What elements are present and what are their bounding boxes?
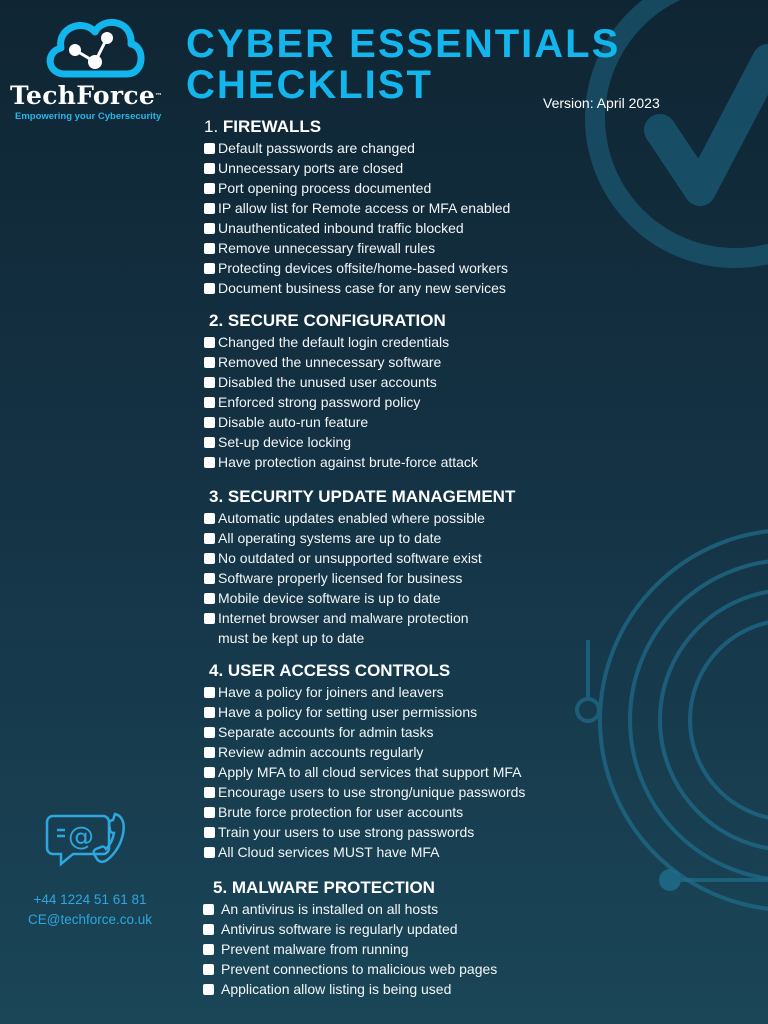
checkbox[interactable] bbox=[204, 593, 215, 604]
checklist-item bbox=[204, 702, 525, 722]
checklist-item bbox=[204, 682, 525, 702]
checklist-item bbox=[204, 802, 525, 822]
checkbox[interactable] bbox=[203, 944, 214, 955]
checklist-item bbox=[203, 979, 497, 999]
checklist-item bbox=[204, 842, 525, 862]
checklist-item bbox=[204, 138, 510, 158]
checkbox[interactable] bbox=[204, 747, 215, 758]
checklist-item-label: Enforced strong password policy bbox=[218, 394, 421, 410]
checklist-item-label: Unauthenticated inbound traffic blocked bbox=[218, 220, 464, 236]
checklist-item-label: Automatic updates enabled where possible bbox=[218, 510, 485, 526]
section-heading: 2. SECURE CONFIGURATION bbox=[209, 311, 446, 330]
checklist-item-label: Changed the default login credentials bbox=[218, 334, 450, 350]
checklist-item-label: Remove unnecessary firewall rules bbox=[218, 240, 436, 256]
checkbox[interactable] bbox=[204, 183, 215, 194]
checklist-item bbox=[204, 392, 478, 412]
checkbox[interactable] bbox=[204, 807, 215, 818]
checklist bbox=[204, 138, 510, 298]
checklist-item-label: Disable auto-run feature bbox=[218, 414, 369, 430]
checklist-item bbox=[204, 278, 510, 298]
checkbox[interactable] bbox=[204, 827, 215, 838]
checklist-item-label: An antivirus is installed on all hosts bbox=[221, 901, 439, 917]
checkbox[interactable] bbox=[204, 533, 215, 544]
checklist-item bbox=[204, 238, 510, 258]
checklist-item bbox=[204, 568, 515, 588]
checkbox[interactable] bbox=[203, 924, 214, 935]
checklist-item-label: Software properly licensed for business bbox=[218, 570, 463, 586]
checkbox[interactable] bbox=[204, 143, 215, 154]
contact-info bbox=[10, 808, 170, 930]
checklist-item-label: Apply MFA to all cloud services that support MFA bbox=[218, 764, 522, 780]
checkbox[interactable] bbox=[204, 553, 215, 564]
section-heading: 3. SECURITY UPDATE MANAGEMENT bbox=[209, 487, 516, 506]
checkbox[interactable] bbox=[204, 223, 215, 234]
checklist-item-label: Brute force protection for user accounts bbox=[218, 804, 464, 820]
checkbox[interactable] bbox=[204, 727, 215, 738]
cloud-network-icon bbox=[45, 12, 145, 82]
checkbox[interactable] bbox=[204, 263, 215, 274]
checkbox[interactable] bbox=[204, 613, 215, 624]
checkbox[interactable] bbox=[204, 243, 215, 254]
checkbox[interactable] bbox=[204, 573, 215, 584]
checklist-item-label: No outdated or unsupported software exist bbox=[218, 550, 482, 566]
checklist-item-label: IP allow list for Remote access or MFA enabled bbox=[218, 200, 511, 216]
checkbox[interactable] bbox=[204, 163, 215, 174]
checklist-item bbox=[203, 899, 497, 919]
checklist-item bbox=[204, 198, 510, 218]
checkbox[interactable] bbox=[204, 417, 215, 428]
checklist-item bbox=[204, 352, 478, 372]
checklist-item bbox=[204, 158, 510, 178]
checklist-item-label: Separate accounts for admin tasks bbox=[218, 724, 434, 740]
checkbox[interactable] bbox=[204, 707, 215, 718]
checklist-item bbox=[204, 608, 515, 648]
checklist-item bbox=[204, 548, 515, 568]
checklist-item-label: Default passwords are changed bbox=[218, 140, 415, 156]
checklist bbox=[204, 682, 525, 862]
svg-text:@: @ bbox=[68, 822, 94, 852]
checklist-item-label: Have a policy for joiners and leavers bbox=[218, 684, 444, 700]
checklist bbox=[204, 508, 515, 648]
checklist-item-label: Encourage users to use strong/unique passwords bbox=[218, 784, 526, 800]
checklist-item-label: Have protection against brute-force attack bbox=[218, 454, 478, 470]
section-security-update-management bbox=[204, 487, 515, 648]
checklist-item-label: Protecting devices offsite/home-based workers bbox=[218, 260, 508, 276]
checklist-item bbox=[204, 372, 478, 392]
checkbox[interactable] bbox=[204, 847, 215, 858]
checklist-item bbox=[204, 432, 478, 452]
checkbox[interactable] bbox=[203, 904, 214, 915]
section-user-access-controls bbox=[204, 661, 525, 862]
section-malware-protection bbox=[203, 878, 497, 999]
contact-email[interactable]: CE@techforce.co.uk bbox=[27, 912, 152, 927]
checklist-item bbox=[204, 332, 478, 352]
checklist-item-label: Mobile device software is up to date bbox=[218, 590, 441, 606]
checklist-item-label: Review admin accounts regularly bbox=[218, 744, 424, 760]
checkmark-watermark-icon bbox=[595, 0, 768, 258]
checklist-item bbox=[204, 588, 515, 608]
checklist-item-label: Prevent malware from running bbox=[221, 941, 409, 957]
checklist-item bbox=[203, 939, 497, 959]
checklist-item bbox=[204, 218, 510, 238]
checkbox[interactable] bbox=[204, 787, 215, 798]
checklist-item bbox=[203, 919, 497, 939]
checkbox[interactable] bbox=[204, 377, 215, 388]
checkbox[interactable] bbox=[204, 513, 215, 524]
checklist-item bbox=[204, 452, 478, 472]
checklist-item bbox=[204, 178, 510, 198]
checklist-item-label: Train your users to use strong passwords bbox=[218, 824, 475, 840]
checkbox[interactable] bbox=[204, 283, 215, 294]
brand-tagline: Empowering your Cybersecurity bbox=[15, 111, 162, 122]
checklist-item-label: Application allow listing is being used bbox=[221, 981, 452, 997]
title-line-1: CYBER ESSENTIALS bbox=[186, 22, 621, 66]
page-title bbox=[186, 24, 620, 106]
checklist-item-label: All Cloud services MUST have MFA bbox=[218, 844, 440, 860]
brand-logo bbox=[10, 12, 185, 122]
checklist-item bbox=[204, 508, 515, 528]
checkbox[interactable] bbox=[204, 457, 215, 468]
section-secure-configuration bbox=[204, 311, 478, 472]
title-line-2: CHECKLIST bbox=[186, 63, 433, 107]
version-label: Version: April 2023 bbox=[543, 95, 660, 111]
checklist-item-label: Removed the unnecessary software bbox=[218, 354, 442, 370]
checklist-item bbox=[204, 412, 478, 432]
checklist-item bbox=[204, 762, 525, 782]
checklist bbox=[204, 332, 478, 472]
section-heading: 5. MALWARE PROTECTION bbox=[213, 878, 435, 897]
checklist-item-label: Have a policy for setting user permissions bbox=[218, 704, 478, 720]
checklist-item bbox=[204, 822, 525, 842]
checklist-item-label: Disabled the unused user accounts bbox=[218, 374, 437, 390]
section-firewalls bbox=[204, 117, 510, 298]
checklist-item-label: Prevent connections to malicious web pages bbox=[221, 961, 498, 977]
checkbox[interactable] bbox=[203, 964, 214, 975]
checklist-item bbox=[204, 528, 515, 548]
checklist-item bbox=[203, 959, 497, 979]
checklist bbox=[203, 899, 497, 999]
checklist-item bbox=[204, 722, 525, 742]
contact-phone[interactable]: +44 1224 51 61 81 bbox=[33, 892, 147, 907]
checklist-item-label: Antivirus software is regularly updated bbox=[221, 921, 458, 937]
checklist-item bbox=[204, 782, 525, 802]
checkbox[interactable] bbox=[204, 767, 215, 778]
section-heading: 4. USER ACCESS CONTROLS bbox=[209, 661, 451, 680]
checkbox[interactable] bbox=[204, 687, 215, 698]
checklist-item-label: All operating systems are up to date bbox=[218, 530, 442, 546]
checkbox[interactable] bbox=[203, 984, 214, 995]
circuit-rings-decoration bbox=[577, 530, 768, 910]
checklist-item-label: Internet browser and malware protection must be kept up to date bbox=[218, 610, 469, 646]
brand-name: TechForce™ bbox=[10, 81, 163, 110]
checklist-item-label: Document business case for any new services bbox=[218, 280, 506, 296]
checkbox[interactable] bbox=[204, 437, 215, 448]
checkbox[interactable] bbox=[204, 357, 215, 368]
checkbox[interactable] bbox=[204, 397, 215, 408]
checkbox[interactable] bbox=[204, 337, 215, 348]
checklist-item bbox=[204, 258, 510, 278]
checklist-item bbox=[204, 742, 525, 762]
checklist-item-label: Set-up device locking bbox=[218, 434, 352, 450]
email-phone-icon bbox=[45, 808, 135, 870]
checkbox[interactable] bbox=[204, 203, 215, 214]
checklist-item-label: Unnecessary ports are closed bbox=[218, 160, 404, 176]
checklist-item-label: Port opening process documented bbox=[218, 180, 432, 196]
section-heading: 1. FIREWALLS bbox=[204, 117, 322, 136]
